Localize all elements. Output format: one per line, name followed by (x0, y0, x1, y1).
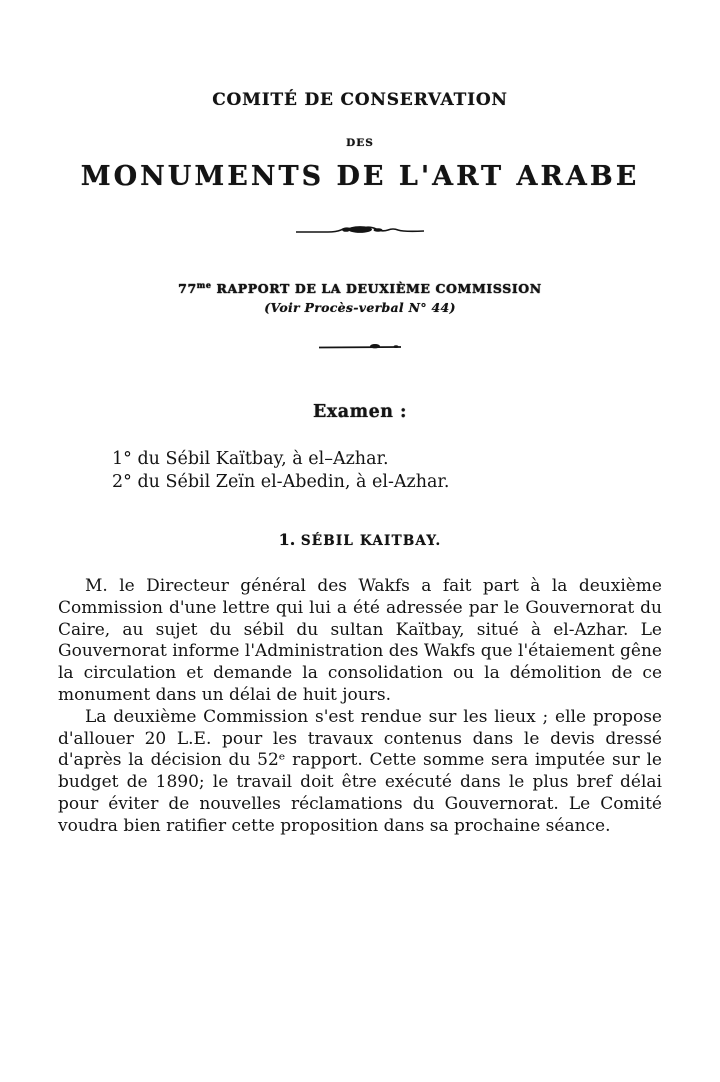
section-number: 1. (278, 530, 301, 549)
body-paragraph: La deuxième Commission s'est rendue sur les lieux ; elle propose d'allouer 20 L.E. pour les travaux contenus dans le devis dressé d'après la décision du 52ᵉ rapport. Cette somme sera imputée sur le budget de 1890; le travail doit être exécuté dans le plus bref délai pour éviter de nouvelles réclamations du Gouvernorat. Le Comité voudra bien ratifier cette proposition dans sa prochaine séance. (58, 706, 662, 836)
squiggle-divider-icon (294, 224, 426, 238)
header-committee-line: COMITÉ DE CONSERVATION (212, 90, 508, 110)
header-des-line: DES (346, 137, 374, 149)
examen-item: 1° du Sébil Kaïtbay, à el–Azhar. (112, 449, 389, 469)
report-heading-text: RAPPORT DE LA DEUXIÈME COMMISSION (211, 281, 542, 297)
report-heading (0, 280, 720, 296)
ornamental-divider (0, 224, 720, 243)
section-divider (0, 343, 720, 362)
section-title: SÉBIL KAITBAY. (300, 533, 442, 549)
examen-item: 2° du Sébil Zeïn el-Abedin, à el-Azhar. (112, 472, 450, 492)
examen-heading: Examen : (312, 402, 408, 422)
report-subheading: (Voir Procès-verbal N° 44) (264, 300, 456, 315)
examen-list (112, 448, 449, 494)
report-number: 77 (178, 281, 197, 297)
short-rule-icon (318, 343, 402, 351)
document-body (58, 576, 662, 838)
body-paragraph: M. le Directeur général des Wakfs a fait part à la deuxième Commission d'une lettre qui lui a été adressée par le Gouvernorat du Caire, au sujet du sébil du sultan Kaïtbay, situé à el-Azhar. Le Gouvernorat informe l'Administration des Wakfs que l'étaiement gêne la circulation et demande la consolidation ou la démolition de ce monument dans un délai de huit jours. (58, 576, 662, 705)
document-title: MONUMENTS DE L'ART ARABE (80, 161, 640, 192)
report-number-suffix: me (196, 280, 212, 290)
section-heading (0, 530, 720, 549)
